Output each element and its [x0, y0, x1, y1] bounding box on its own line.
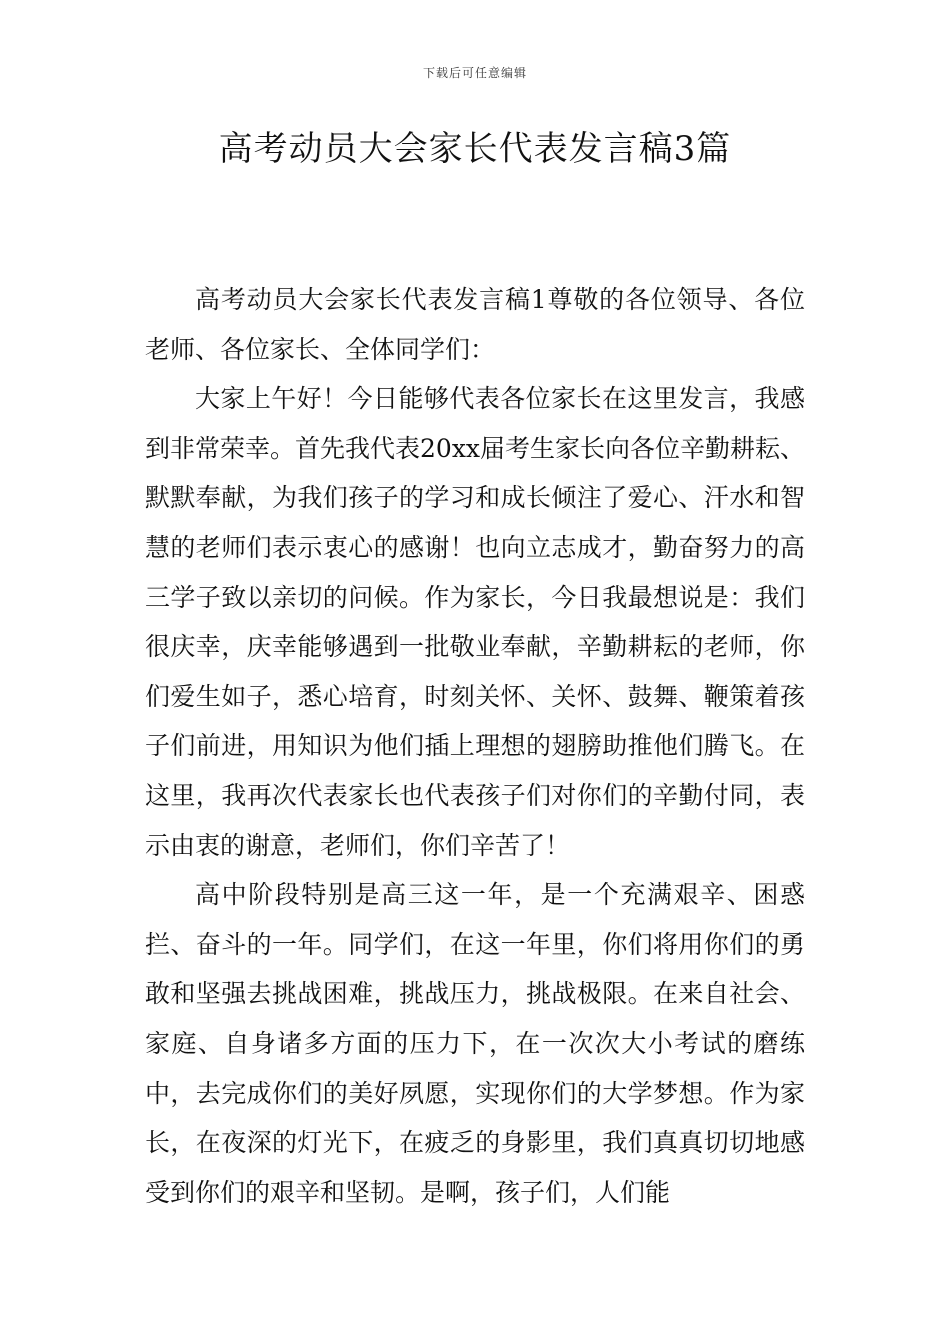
document-body [145, 275, 805, 1217]
paragraph-senior-year: 高中阶段特别是高三这一年，是一个充满艰辛、困惑拦、奋斗的一年。同学们，在这一年里，你们将用你们的勇敢和坚强去挑战困难，挑战压力，挑战极限。在来自社会、家庭、自身诸多方面的压力下，在一次次大小考试的磨练中，去完成你们的美好夙愿，实现你们的大学梦想。作为家长，在夜深的灯光下，在疲乏的身影里，我们真真切切地感受到你们的艰辛和坚韧。是啊，孩子们，人们能 [145, 880, 805, 1207]
document-title: 高考动员大会家长代表发言稿3篇 [218, 129, 732, 169]
header-note: 下载后可任意编辑 [422, 66, 527, 80]
paragraph-greeting-thanks: 大家上午好！今日能够代表各位家长在这里发言，我感到非常荣幸。首先我代表20xx届考生家长向各位辛勤耕耘、默默奉献，为我们孩子的学习和成长倾注了爱心、汗水和智慧的老师们表示衷心的感谢！也向立志成才，勤奋努力的高三学子致以亲切的问候。作为家长，今日我最想说是：我们很庆幸，庆幸能够遇到一批敬业奉献，辛勤耕耘的老师，你们爱生如子，悉心培育，时刻关怀、关怀、鼓舞、鞭策着孩子们前进，用知识为他们插上理想的翅膀助推他们腾飞。在这里，我再次代表家长也代表孩子们对你们的辛勤付同，表示由衷的谢意，老师们，你们辛苦了！ [145, 384, 806, 860]
paragraph-salutation: 高考动员大会家长代表发言稿1尊敬的各位领导、各位老师、各位家长、全体同学们： [145, 285, 805, 364]
